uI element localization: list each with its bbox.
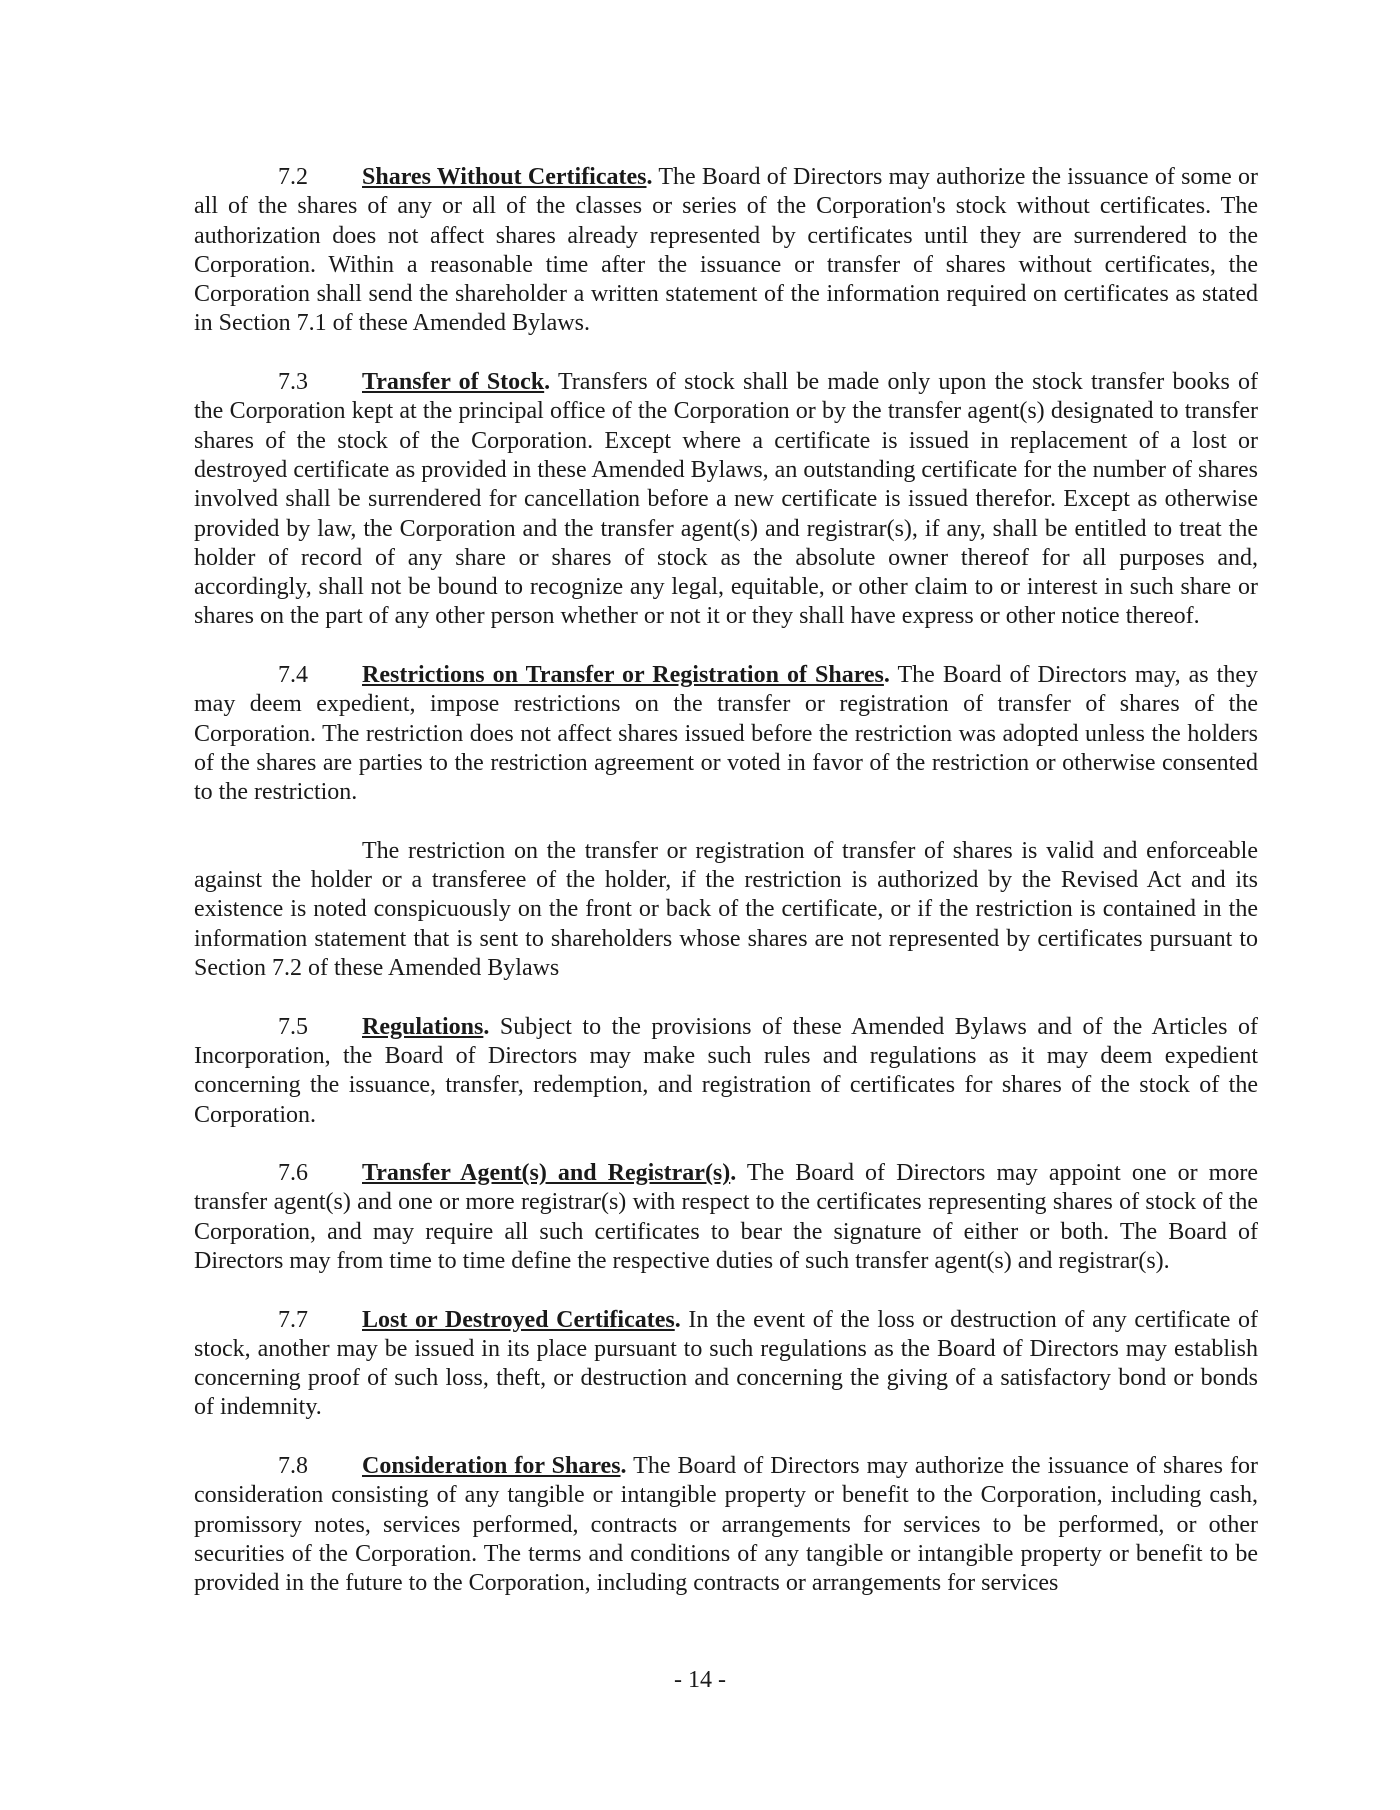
section-text: The Board of Directors may appoint one or more transfer agent(s) and one or more registrar(s) with respect to the certificates representing shares of stock of the Corporation, and may require all such certificates to bear the signature of either or both. The Board of Directors may from time to time define the respective duties of such transfer agent(s) and registrar(s).: [194, 1160, 1258, 1274]
section-heading: Regulations: [362, 1013, 484, 1040]
section-heading: Shares Without Certificates: [362, 164, 647, 190]
section-7-2: 7.2 Shares Without Certificates. The Board of Directors may authorize the issuance of some or all of the shares of any or all of the classes or series of the Corporation's stock without certificates. The authorization does not affect shares already represented by certificates until they are surrendered to the Corporation. Within a reasonable time after the issuance or transfer of shares without certificates, the Corporation shall send the shareholder a written statement of the information required on certificates as stated in Section 7.1 of these Amended Bylaws.: [194, 164, 1258, 337]
section-7-8: 7.8 Consideration for Shares. The Board of Directors may authorize the issuance of shares for consideration consisting of any tangible or intangible property or benefit to the Corporation, including cash, promissory notes, services performed, contracts or arrangements for services to be performed, or other securities of the Corporation. The terms and conditions of any tangible or intangible property or benefit to be provided in the future to the Corporation, including contracts or arrangements for services: [194, 1453, 1258, 1597]
section-7-3: 7.3 Transfer of Stock. Transfers of stock shall be made only upon the stock transfer books of the Corporation kept at the principal office of the Corporation or by the transfer agent(s) designated to transfer shares of the stock of the Corporation. Except where a certificate is issued in replacement of a lost or destroyed certificate as provided in these Amended Bylaws, an outstanding certificate for the number of shares involved shall be surrendered for cancellation before a new certificate is issued therefor. Except as otherwise provided by law, the Corporation and the transfer agent(s) and registrar(s), if any, shall be entitled to treat the holder of record of any share or shares of stock as the absolute owner thereof for all purposes and, accordingly, shall not be bound to recognize any legal, equitable, or other claim to or interest in such share or shares on the part of any other person whether or not it or they shall have express or other notice thereof.: [194, 369, 1259, 630]
section-heading: Restrictions on Transfer or Registration of Shares: [362, 662, 884, 689]
section-text: In the event of the loss or destruction of any certificate of stock, another may be issued in its place pursuant to such regulations as the Board of Directors may establish concerning proof of such loss, theft, or destruction and concerning the giving of a satisfactory bond or bonds of indemnity.: [194, 1306, 1259, 1421]
section-7-5: 7.5 Regulations. Subject to the provisions of these Amended Bylaws and of the Articles of Incorporation, the Board of Directors may make such rules and regulations as it may deem expedient concerning the issuance, transfer, redemption, and registration of certificates for shares of the stock of the Corporation.: [194, 1013, 1259, 1128]
section-heading: Transfer Agent(s) and Registrar(s): [362, 1160, 731, 1187]
section-text: The Board of Directors may authorize the issuance of some or all of the shares of any or all of the classes or series of the Corporation's stock without certificates. The authorization does not affect shares already represented by certificates until they are surrendered to the Corporation. Within a reasonable time after the issuance or transfer of shares without certificates, the Corporation shall send the shareholder a written statement of the information required on certificates as stated in Section 7.1 of these Amended Bylaws.: [194, 164, 1258, 337]
section-7-7: 7.7 Lost or Destroyed Certificates. In the event of the loss or destruction of any certificate of stock, another may be issued in its place pursuant to such regulations as the Board of Directors may establish concerning proof of such loss, theft, or destruction and concerning the giving of a satisfactory bond or bonds of indemnity.: [194, 1306, 1259, 1421]
section-text: Transfers of stock shall be made only upon the stock transfer books of the Corporation kept at the principal office of the Corporation or by the transfer agent(s) designated to transfer shares of the stock of the Corporation. Except where a certificate is issued in replacement of a lost or destroyed certificate as provided in these Amended Bylaws, an outstanding certificate for the number of shares involved shall be surrendered for cancellation before a new certificate is issued therefor. Except as otherwise provided by law, the Corporation and the transfer agent(s) and registrar(s), if any, shall be entitled to treat the holder of record of any share or shares of stock as the absolute owner thereof for all purposes and, accordingly, shall not be bound to recognize any legal, equitable, or other claim to or interest in such share or shares on the part of any other person whether or not it or they shall have express or other notice thereof.: [194, 369, 1259, 630]
section-text: The Board of Directors may authorize the issuance of shares for consideration consisting of any tangible or intangible property or benefit to the Corporation, including cash, promissory notes, services performed, contracts or arrangements for services to be performed, or other securities of the Corporation. The terms and conditions of any tangible or intangible property or benefit to be provided in the future to the Corporation, including contracts or arrangements for services: [194, 1453, 1258, 1597]
section-heading: Lost or Destroyed Certificates: [362, 1306, 675, 1333]
page-number: - 14 -: [674, 1667, 726, 1693]
section-7-4: 7.4 Restrictions on Transfer or Registration of Shares. The Board of Directors may, as they may deem expedient, impose restrictions on the transfer or registration of transfer of shares of the Corporation. The restriction does not affect shares issued before the restriction was adopted unless the holders of the shares are parties to the restriction agreement or voted in favor of the restriction or otherwise consented to the restriction.: [194, 662, 1258, 806]
document-body: [194, 163, 1258, 1628]
section-heading: Transfer of Stock: [362, 369, 545, 396]
section-text: Subject to the provisions of these Amended Bylaws and of the Articles of Incorporation, the Board of Directors may make such rules and regulations as it may deem expedient concerning the issuance, transfer, redemption, and registration of certificates for shares of the stock of the Corporation.: [194, 1013, 1259, 1128]
section-7-6: 7.6 Transfer Agent(s) and Registrar(s). The Board of Directors may appoint one or more transfer agent(s) and one or more registrar(s) with respect to the certificates representing shares of stock of the Corporation, and may require all such certificates to bear the signature of either or both. The Board of Directors may from time to time define the respective duties of such transfer agent(s) and registrar(s).: [194, 1160, 1258, 1274]
section-heading: Consideration for Shares: [362, 1453, 621, 1480]
section-text: The Board of Directors may, as they may deem expedient, impose restrictions on the transfer or registration of transfer of shares of the Corporation. The restriction does not affect shares issued before the restriction was adopted unless the holders of the shares are parties to the restriction agreement or voted in favor of the restriction or otherwise consented to the restriction.: [194, 662, 1258, 806]
section-7-4-continuation: The restriction on the transfer or registration of transfer of shares is valid and enforceable against the holder or a transferee of the holder, if the restriction is authorized by the Revised Act and its existence is noted conspicuously on the front or back of the certificate, or if the restriction is contained in the information statement that is sent to shareholders whose shares are not represented by certificates pursuant to Section 7.2 of these Amended Bylaws: [194, 837, 1258, 982]
